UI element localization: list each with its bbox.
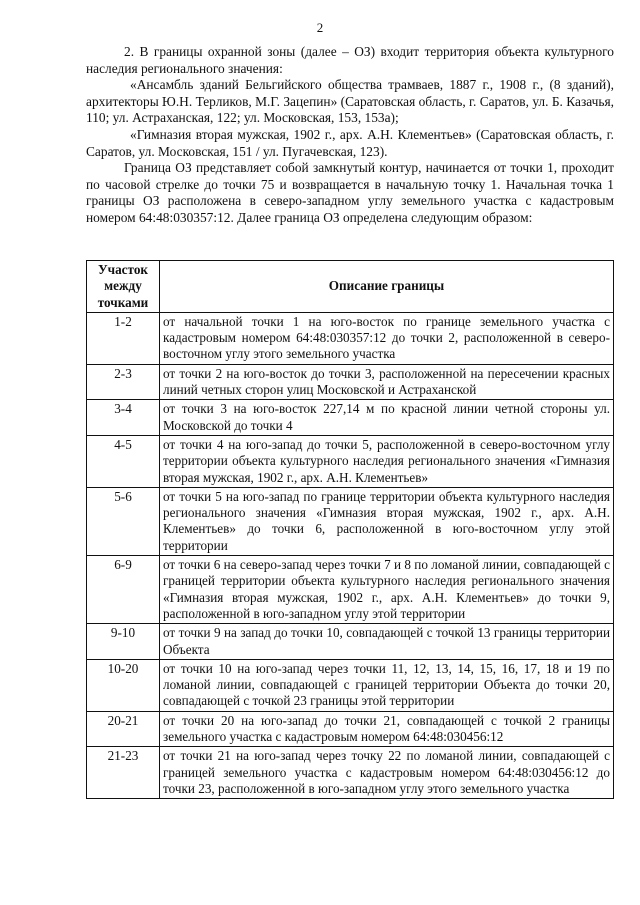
paragraph-gymnasium: «Гимназия вторая мужская, 1902 г., арх. А.Н. Клементьев» (Саратовская область, г. Саратов, ул. Московская, 151 / ул. Пугачевская, 123). bbox=[86, 126, 614, 159]
table-row bbox=[87, 400, 614, 436]
segment-cell: 6-9 bbox=[87, 556, 160, 624]
description-cell: от точки 10 на юго-запад через точки 11, 12, 13, 14, 15, 16, 17, 18 и 19 по ломаной линии, совпадающей с границей территории Объекта до точки 20, совпадающей с точкой 23 границы этой территории bbox=[160, 659, 614, 711]
table-row bbox=[87, 659, 614, 711]
table-row bbox=[87, 435, 614, 487]
description-cell: от точки 6 на северо-запад через точки 7 и 8 по ломаной линии, совпадающей с границей территории объекта культурного наследия регионального значения «Гимназия вторая мужская, 1902 г., арх. А.Н. Клементьев» до точки 9, расположенной в юго-западном углу этой территории bbox=[160, 556, 614, 624]
paragraph-boundary-description: Граница ОЗ представляет собой замкнутый контур, начинается от точки 1, проходит по часовой стрелке до точки 75 и возвращается в начальную точку 1. Начальная точка 1 границы ОЗ расположена в северо-западном углу земельного участка с кадастровым номером 64:48:030357:12. Далее граница ОЗ определена следующим образом: bbox=[86, 160, 614, 225]
description-cell: от точки 4 на юго-запад до точки 5, расположенной в северо-восточном углу территории объекта культурного наследия регионального значения «Гимназия вторая мужская, 1902 г., арх. А.Н. Клементьев» bbox=[160, 435, 614, 487]
table-row bbox=[87, 711, 614, 747]
paragraph-protection-zone-intro: 2. В границы охранной зоны (далее – ОЗ) входит территория объекта культурного наследия регионального значения: bbox=[86, 44, 614, 76]
header-description: Описание границы bbox=[160, 261, 614, 313]
description-cell: от точки 21 на юго-запад через точку 22 по ломаной линии, совпадающей с границей земельного участка с кадастровым номером 64:48:030456:12 до точки 23, расположенной в юго-западном углу этого земельного участка bbox=[160, 747, 614, 799]
table-row bbox=[87, 487, 614, 555]
table-row bbox=[87, 624, 614, 660]
segment-cell: 1-2 bbox=[87, 312, 160, 364]
segment-cell: 2-3 bbox=[87, 364, 160, 400]
segment-cell: 9-10 bbox=[87, 624, 160, 660]
boundary-table bbox=[86, 260, 614, 799]
segment-cell: 21-23 bbox=[87, 747, 160, 799]
segment-cell: 10-20 bbox=[87, 659, 160, 711]
paragraph-tram-ensemble: «Ансамбль зданий Бельгийского общества трамваев, 1887 г., 1908 г., (8 зданий), архитекторы Ю.Н. Терликов, М.Г. Зацепин» (Саратовская область, г. Саратов, ул. Б. Казачья, 110; ул. Астраханская, 122; ул. Московская, 153, 153а); bbox=[86, 77, 614, 126]
description-cell: от точки 2 на юго-восток до точки 3, расположенной на пересечении красных линий четных сторон улиц Московской и Астраханской bbox=[160, 364, 614, 400]
segment-cell: 4-5 bbox=[87, 435, 160, 487]
page-number: 2 bbox=[316, 20, 324, 35]
document-body bbox=[86, 44, 614, 227]
description-cell: от точки 3 на юго-восток 227,14 м по красной линии четной стороны ул. Московской до точки 4 bbox=[160, 400, 614, 436]
description-cell: от точки 5 на юго-запад по границе территории объекта культурного наследия регионального значения «Гимназия вторая мужская, 1902 г., арх. А.Н. Клементьев» до точки 6, расположенной в юго-восточном углу этой территории bbox=[160, 487, 614, 555]
segment-cell: 5-6 bbox=[87, 487, 160, 555]
table-header-row bbox=[87, 261, 614, 313]
segment-cell: 20-21 bbox=[87, 711, 160, 747]
table-row bbox=[87, 364, 614, 400]
table-row bbox=[87, 556, 614, 624]
segment-cell: 3-4 bbox=[87, 400, 160, 436]
description-cell: от начальной точки 1 на юго-восток по границе земельного участка с кадастровым номером 64:48:030357:12 до точки 2, расположенной в северо-восточном углу этого земельного участка bbox=[160, 312, 614, 364]
header-segment: Участок между точками bbox=[87, 261, 160, 313]
description-cell: от точки 20 на юго-запад до точки 21, совпадающей с точкой 2 границы земельного участка с кадастровым номером 64:48:030456:12 bbox=[160, 711, 614, 747]
table-row bbox=[87, 747, 614, 799]
table-row bbox=[87, 312, 614, 364]
description-cell: от точки 9 на запад до точки 10, совпадающей с точкой 13 границы территории Объекта bbox=[160, 624, 614, 660]
